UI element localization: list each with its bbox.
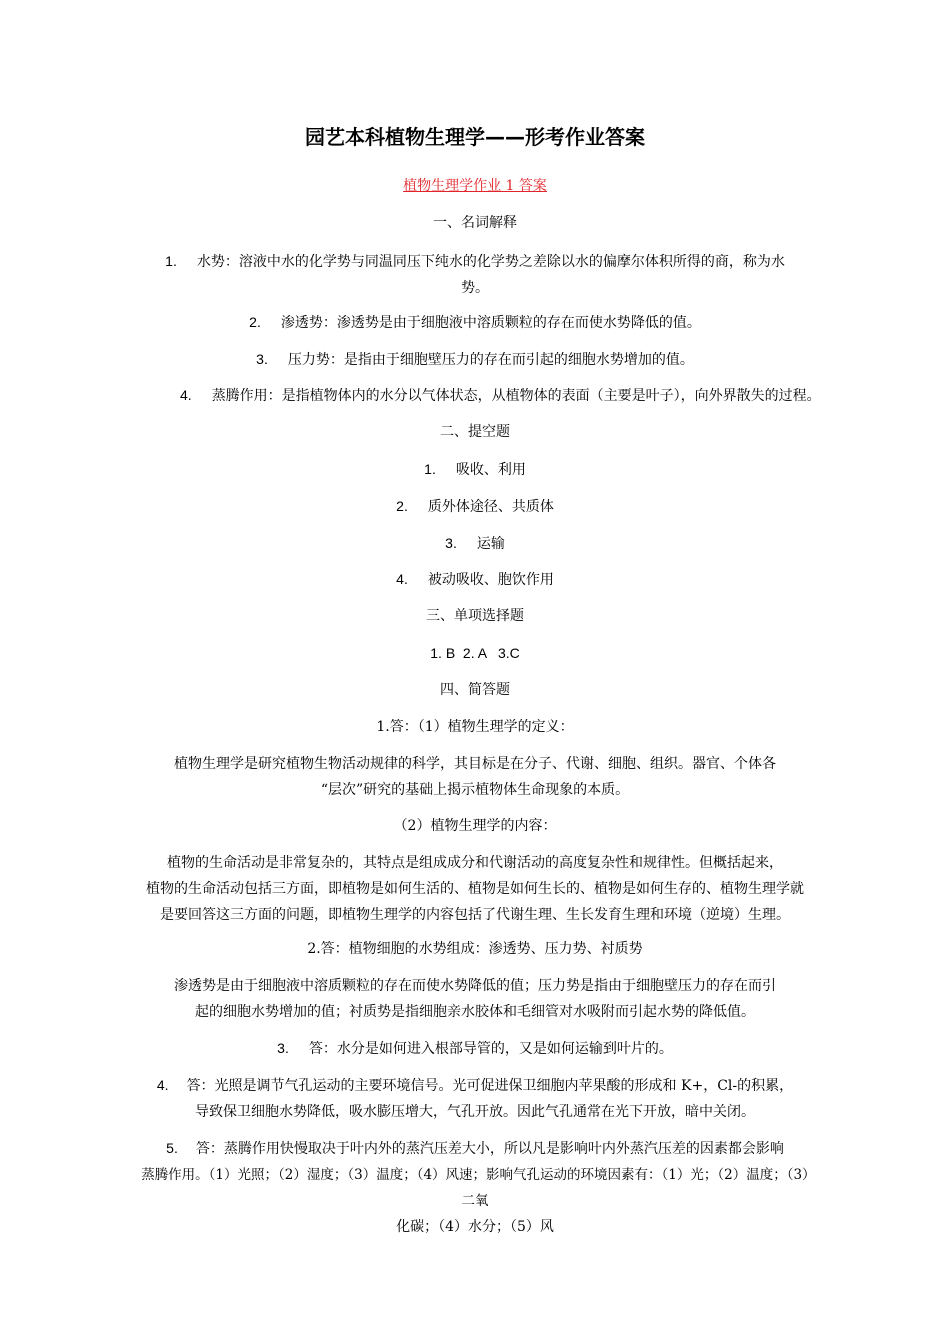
definition-item-3 (0, 349, 950, 370)
paragraph-line: 化碳；（4）水分；（5）风 (396, 1219, 554, 1235)
item-number: 3. (256, 351, 268, 367)
fill-answer-1 (0, 459, 950, 480)
item-text: 渗透势：渗透势是由于细胞液中溶质颗粒的存在而使水势降低的值。 (280, 315, 701, 331)
q1-content-paragraph (140, 850, 810, 928)
section-4-heading: 四、简答题 (440, 682, 510, 698)
item-number: 1. (165, 253, 177, 269)
q3-answer (0, 1038, 950, 1059)
definition-item-4 (180, 385, 820, 406)
q2-paragraph (150, 973, 800, 1025)
paragraph-line: “层次”研究的基础上揭示植物体生命现象的本质。 (320, 782, 630, 798)
q1-definition-paragraph (150, 751, 800, 803)
q5-answer (140, 1135, 810, 1240)
q1-subheading-2: （2）植物生理学的内容： (393, 818, 557, 834)
item-number: 2. (249, 314, 261, 330)
item-number: 3. (277, 1040, 289, 1056)
paragraph-line: 植物生理学是研究植物生物活动规律的科学，其目标是在分子、代谢、细胞、组织。器官、个体各 (174, 756, 776, 772)
q4-answer (150, 1072, 800, 1125)
item-number: 5. (166, 1140, 178, 1156)
fill-answer-4 (0, 569, 950, 590)
item-text: 答：光照是调节气孔运动的主要环境信号。光可促进保卫细胞内苹果酸的形成和 K+，Cl-的积累， (186, 1078, 794, 1094)
fill-answer-2 (0, 496, 950, 517)
definition-item-1-line2: 势。 (461, 280, 489, 296)
item-number: 4. (396, 571, 408, 587)
item-text: 水势：溶液中水的化学势与同温同压下纯水的化学势之差除以水的偏摩尔体积所得的商，称为水 (196, 254, 785, 270)
item-text: 答：蒸腾作用快慢取决于叶内外的蒸汽压差大小，所以凡是影响叶内外蒸汽压差的因素都会影响 (195, 1141, 784, 1157)
section-2-heading: 二、提空题 (440, 424, 510, 440)
paragraph-line: 是要回答这三方面的问题，即植物生理学的内容包括了代谢生理、生长发育生理和环境（逆境）生理。 (160, 907, 790, 923)
paragraph-line: 渗透势是由于细胞液中溶质颗粒的存在而使水势降低的值；压力势是指由于细胞壁压力的存在而引 (174, 978, 776, 994)
item-text: 吸收、利用 (455, 462, 526, 478)
item-text: 答：水分是如何进入根部导管的，又是如何运输到叶片的。 (308, 1041, 673, 1057)
item-text: 运输 (476, 536, 505, 552)
section-1-heading: 一、名词解释 (433, 215, 517, 231)
choice-answers: 1. B 2. A 3.C (430, 645, 520, 661)
q5-line1 (140, 1135, 810, 1162)
q1-heading: 1.答：（1）植物生理学的定义： (376, 719, 574, 735)
definition-item-1 (150, 248, 800, 301)
item-number: 3. (445, 535, 457, 551)
item-number: 2. (396, 498, 408, 514)
document-title: 园艺本科植物生理学——形考作业答案 (305, 125, 645, 149)
section-3-heading: 三、单项选择题 (426, 608, 524, 624)
subtitle-link[interactable] (0, 176, 950, 196)
paragraph-line: 起的细胞水势增加的值；衬质势是指细胞亲水胶体和毛细管对水吸附而引起水势的降低值。 (195, 1004, 755, 1020)
paragraph-line: 植物的生命活动是非常复杂的，其特点是组成成分和代谢活动的高度复杂性和规律性。但概括起来， (167, 855, 783, 871)
item-text: 质外体途径、共质体 (427, 499, 554, 515)
definition-item-1-line1 (150, 248, 800, 275)
paragraph-line: 植物的生命活动包括三方面，即植物是如何生活的、植物是如何生长的、植物是如何生存的、植物生理学就 (146, 881, 804, 897)
q2-heading: 2.答：植物细胞的水势组成：渗透势、压力势、衬质势 (307, 941, 643, 957)
fill-answer-3 (0, 533, 950, 554)
item-number: 4. (180, 387, 192, 403)
item-text: 蒸腾作用：是指植物体内的水分以气体状态，从植物体的表面（主要是叶子），向外界散失的过程。 (211, 388, 821, 404)
paragraph-line: 蒸腾作用。（1）光照；（2）湿度；（3）温度；（4）风速；影响气孔运动的环境因素有：（1）光；（2）温度；（3）二氧 (141, 1167, 809, 1209)
subtitle-text[interactable]: 植物生理学作业 1 答案 (403, 178, 547, 194)
item-number: 4. (156, 1077, 169, 1093)
q4-line1 (150, 1072, 800, 1099)
paragraph-line: 导致保卫细胞水势降低，吸水膨压增大，气孔开放。因此气孔通常在光下开放，暗中关闭。 (195, 1104, 755, 1120)
item-text: 压力势：是指由于细胞壁压力的存在而引起的细胞水势增加的值。 (287, 352, 694, 368)
item-number: 1. (424, 461, 436, 477)
item-text: 被动吸收、胞饮作用 (427, 572, 554, 588)
definition-item-2 (0, 312, 950, 333)
